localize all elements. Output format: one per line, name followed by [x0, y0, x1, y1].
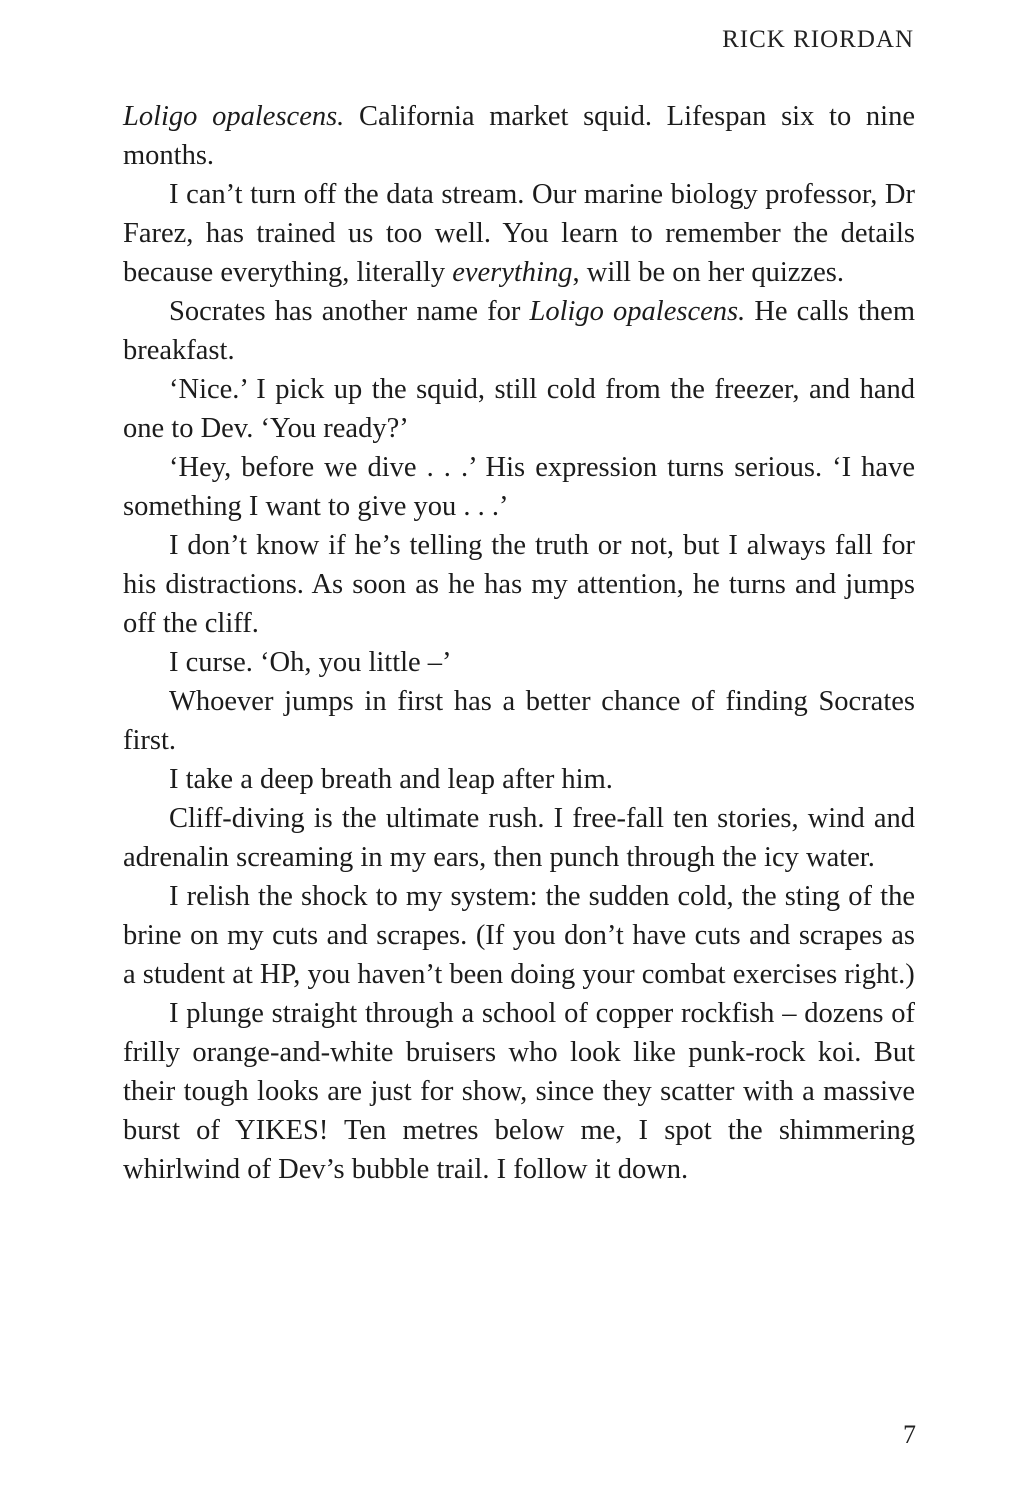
- running-head-author: RICK RIORDAN: [722, 26, 914, 53]
- paragraph: I curse. ‘Oh, you little –’: [169, 647, 452, 678]
- paragraph: I take a deep breath and leap after him.: [169, 764, 613, 795]
- paragraph: Socrates has another name for Loligo opalescens. He calls them breakfast.: [123, 296, 915, 366]
- paragraph: I don’t know if he’s telling the truth or not, but I always fall for his distractions. As soon as he has my attention, he turns and jumps off the cliff.: [123, 530, 915, 639]
- paragraph: ‘Nice.’ I pick up the squid, still cold from the freezer, and hand one to Dev. ‘You ready?’: [123, 374, 915, 444]
- paragraph: Whoever jumps in first has a better chance of finding Socrates first.: [123, 686, 915, 756]
- paragraph: Cliff-diving is the ultimate rush. I free-fall ten stories, wind and adrenalin screaming in my ears, then punch through the icy water.: [123, 803, 915, 873]
- paragraph: Loligo opalescens. California market squid. Lifespan six to nine months.: [123, 101, 915, 171]
- paragraph: I relish the shock to my system: the sudden cold, the sting of the brine on my cuts and scrapes. (If you don’t have cuts and scrapes as a student at HP, you haven’t been doing your combat exercises right.): [123, 881, 915, 990]
- page-number: 7: [903, 1420, 916, 1449]
- paragraph: I can’t turn off the data stream. Our marine biology professor, Dr Farez, has trained us too well. You learn to remember the details because everything, literally everything, will be on her quizzes.: [123, 179, 915, 288]
- body-text: [123, 97, 915, 1189]
- paragraph: ‘Hey, before we dive . . .’ His expression turns serious. ‘I have something I want to give you . . .’: [123, 452, 915, 522]
- paragraph: I plunge straight through a school of copper rockfish – dozens of frilly orange-and-white bruisers who look like punk-rock koi. But their tough looks are just for show, since they scatter with a massive burst of YIKES! Ten metres below me, I spot the shimmering whirlwind of Dev’s bubble trail. I follow it down.: [123, 998, 915, 1185]
